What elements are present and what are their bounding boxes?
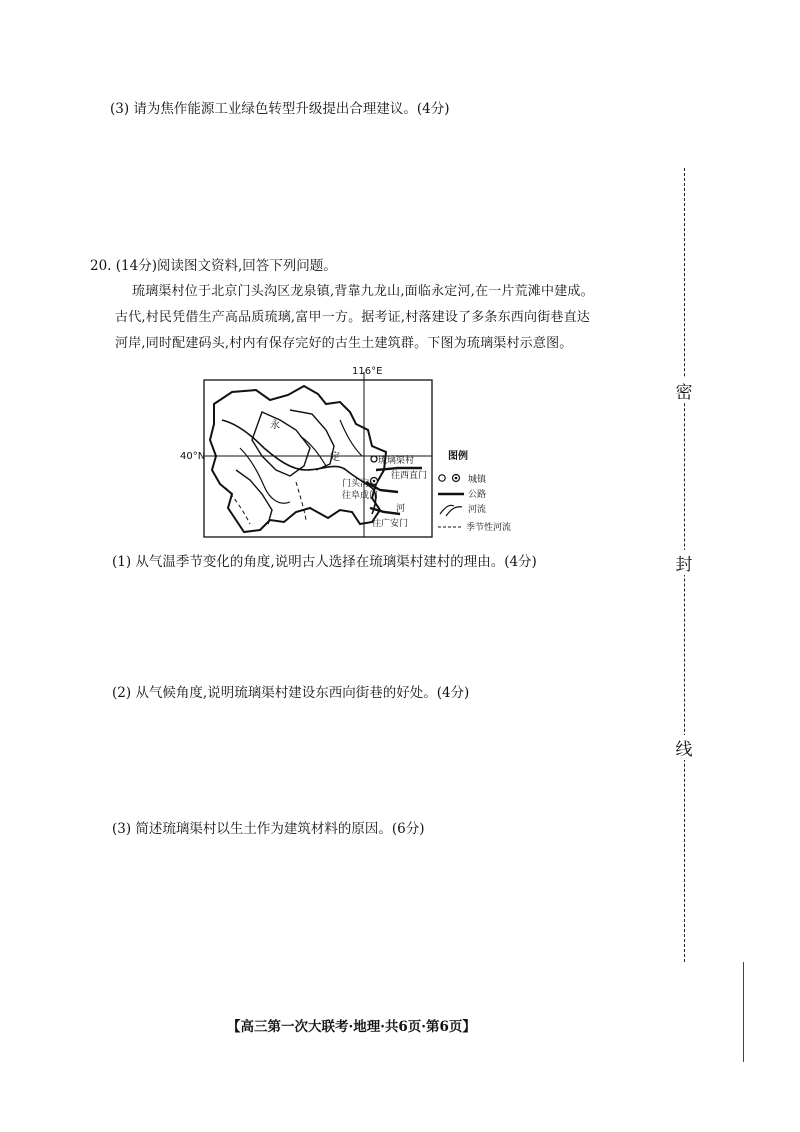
river-name-char: 定 — [330, 452, 340, 463]
legend-town-symbol — [455, 477, 458, 480]
legend-town: 城镇 — [468, 475, 487, 485]
legend-river-symbol — [440, 505, 462, 516]
passage-line: 琉璃渠村位于北京门头沟区龙泉镇,背靠九龙山,面临永定河,在一片荒滩中建成。 — [132, 284, 594, 299]
road — [376, 468, 422, 470]
legend-title: 图例 — [448, 451, 468, 462]
village-label: 琉璃渠村 — [378, 456, 415, 466]
town-marker-village — [371, 456, 377, 462]
margin-rule — [743, 962, 744, 1062]
gate-label: 往西直门 — [391, 471, 428, 481]
latitude-label: 40°N — [180, 451, 206, 462]
legend-seasonal: 季节性河流 — [466, 523, 512, 533]
gate-label: 往阜成门 — [342, 491, 379, 501]
page-footer: 【高三第一次大联考·地理·共6页·第6页】 — [227, 1019, 476, 1035]
q20-part3: (3) 简述琉璃渠村以生土作为建筑材料的原因。(6分) — [112, 821, 425, 837]
sub-boundary — [290, 410, 334, 470]
sub-boundary — [236, 470, 272, 524]
seal-char: 封 — [673, 550, 695, 575]
legend-river: 河流 — [468, 505, 487, 515]
passage-line: 古代,村民凭借生产高品质琉璃,富甲一方。据考证,村落建设了多条东西向街巷直达 — [115, 310, 590, 325]
seasonal-river — [296, 482, 306, 520]
town-marker-district-dot — [373, 480, 376, 483]
river-short-label: 河 — [396, 504, 406, 514]
legend-road: 公路 — [468, 490, 487, 500]
q20-header: 20. (14分)阅读图文资料,回答下列问题。 — [90, 258, 337, 274]
seal-char: 线 — [673, 735, 695, 760]
seal-char: 密 — [673, 378, 695, 403]
district-boundary — [210, 386, 386, 532]
passage-line: 河岸,同时配建码头,村内有保存完好的古生土建筑群。下图为琉璃渠村示意图。 — [115, 336, 573, 351]
q20-part1: (1) 从气温季节变化的角度,说明古人选择在琉璃渠村建村的理由。(4分) — [112, 554, 537, 570]
q20-part2: (2) 从气候角度,说明琉璃渠村建设东西向街巷的好处。(4分) — [112, 685, 470, 701]
river-name-char: 永 — [270, 420, 280, 431]
district-label: 门头沟 — [342, 479, 370, 489]
q19-part3: (3) 请为焦作能源工业绿色转型升级提出合理建议。(4分) — [110, 101, 450, 117]
longitude-label: 116°E — [352, 366, 383, 377]
legend-town-symbol — [439, 475, 445, 481]
gate-label: 往广安门 — [372, 519, 409, 529]
